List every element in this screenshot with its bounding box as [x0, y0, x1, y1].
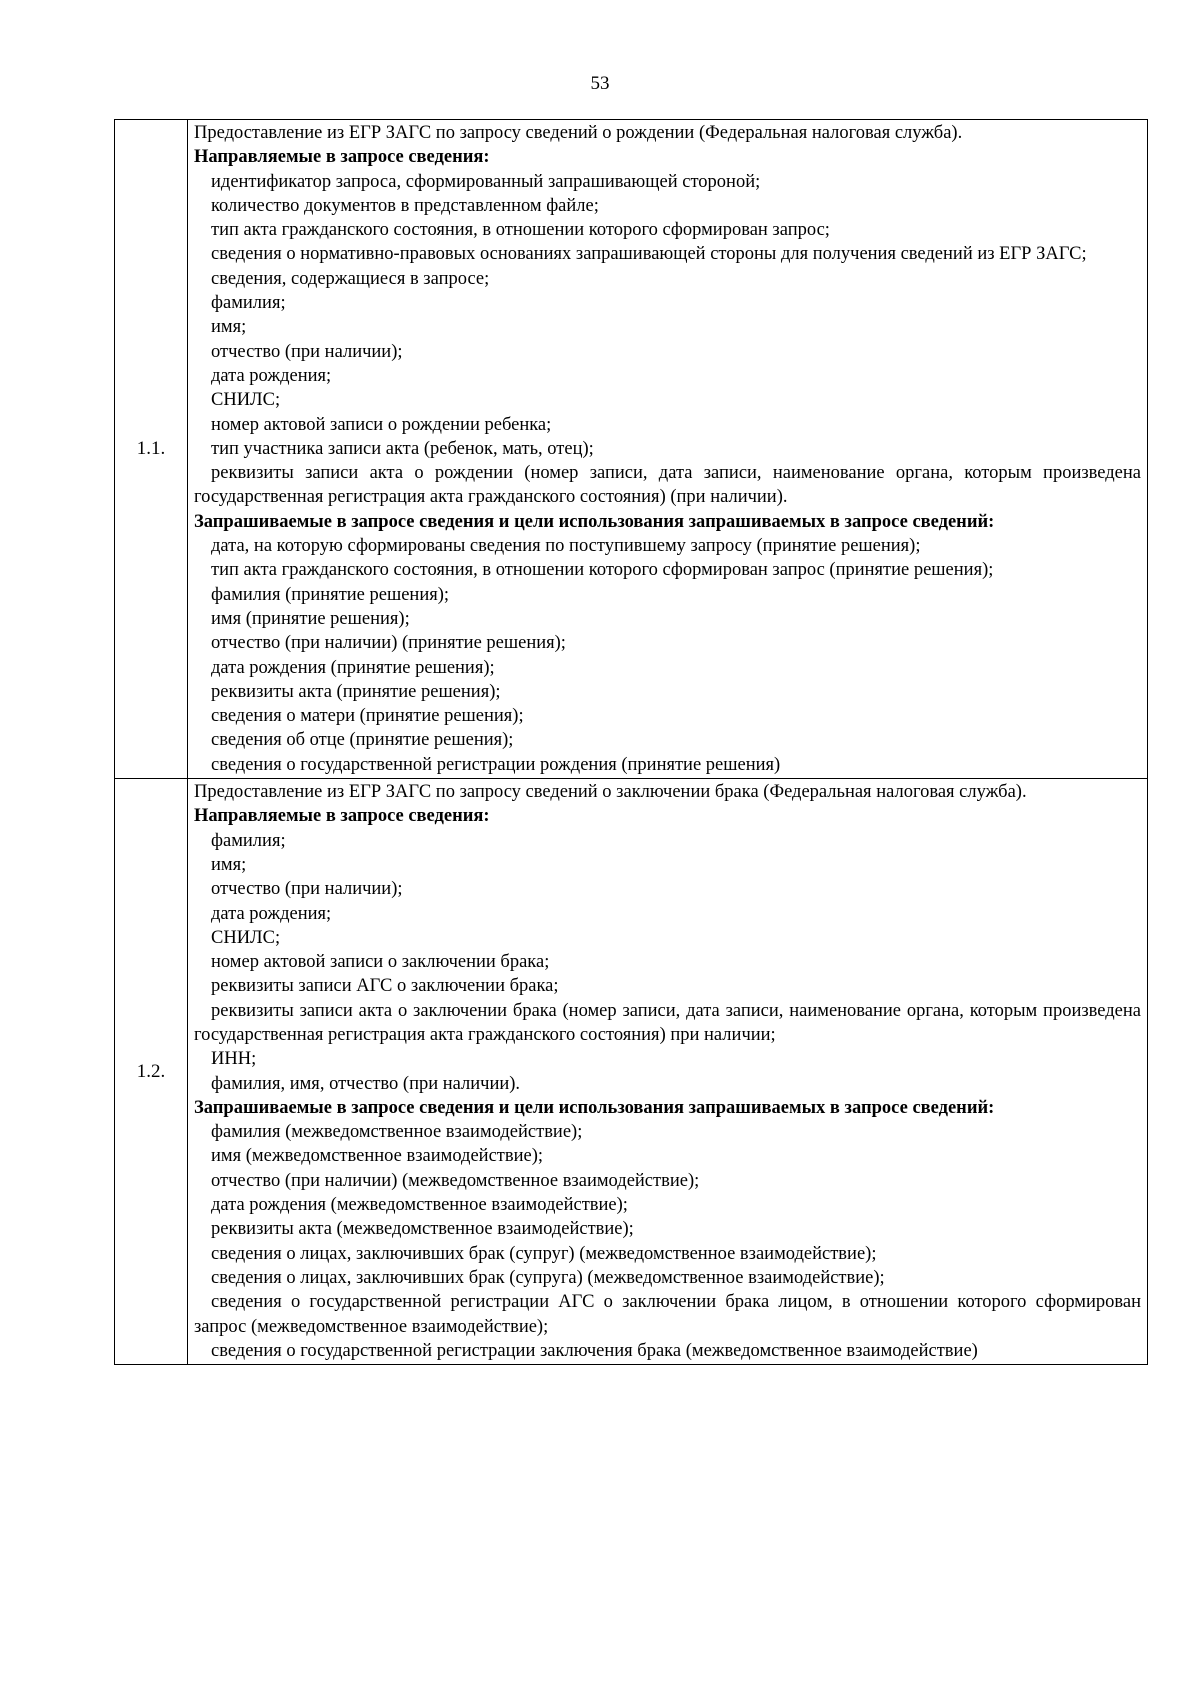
list-item: фамилия (межведомственное взаимодействие); — [211, 1122, 583, 1143]
list-item: имя; — [211, 854, 247, 875]
list-item: отчество (при наличии) (межведомственное взаимодействие); — [211, 1170, 700, 1191]
table-row — [115, 779, 1148, 1365]
service-title: Предоставление из ЕГР ЗАГС по запросу сведений о рождении (Федеральная налоговая служба). — [194, 123, 963, 143]
sent-data-heading: Направляемые в запросе сведения: — [194, 147, 490, 168]
list-item: имя (межведомственное взаимодействие); — [211, 1146, 544, 1167]
list-item: реквизиты акта (межведомственное взаимодействие); — [211, 1219, 634, 1240]
list-item: тип акта гражданского состояния, в отношении которого сформирован запрос (принятие решения); — [211, 560, 994, 581]
list-item: тип акта гражданского состояния, в отношении которого сформирован запрос; — [211, 220, 830, 241]
list-item: тип участника записи акта (ребенок, мать, отец); — [211, 438, 594, 459]
sent-data-heading: Направляемые в запросе сведения: — [194, 806, 490, 827]
list-item: реквизиты акта (принятие решения); — [211, 681, 501, 702]
list-item: сведения о лицах, заключивших брак (супруг) (межведомственное взаимодействие); — [211, 1243, 877, 1264]
row-number: 1.2. — [115, 779, 188, 1365]
list-item: фамилия (принятие решения); — [211, 584, 450, 605]
list-item: отчество (при наличии); — [211, 341, 403, 362]
list-item: фамилия, имя, отчество (при наличии). — [211, 1073, 521, 1094]
list-item: фамилия; — [211, 830, 286, 851]
list-item: имя; — [211, 317, 247, 338]
row-content — [188, 120, 1148, 779]
list-item: идентификатор запроса, сформированный запрашивающей стороной; — [211, 171, 761, 192]
list-item: дата, на которую сформированы сведения по поступившему запросу (принятие решения); — [211, 536, 921, 557]
list-item: номер актовой записи о рождении ребенка; — [211, 414, 552, 435]
list-item: СНИЛС; — [211, 390, 281, 411]
list-item: СНИЛС; — [211, 927, 281, 948]
list-item: ИНН; — [211, 1049, 257, 1070]
list-item: сведения, содержащиеся в запросе; — [211, 268, 490, 289]
list-item: имя (принятие решения); — [211, 608, 410, 629]
requested-data-heading: Запрашиваемые в запросе сведения и цели использования запрашиваемых в запросе сведений: — [194, 511, 995, 532]
table-row — [115, 120, 1148, 779]
list-item: сведения о лицах, заключивших брак (супруга) (межведомственное взаимодействие); — [211, 1267, 885, 1288]
list-item: сведения о государственной регистрации заключения брака (межведомственное взаимодействие) — [211, 1340, 978, 1361]
services-table — [114, 119, 1148, 1365]
list-item: номер актовой записи о заключении брака; — [211, 952, 550, 973]
list-item: сведения о государственной регистрации АГС о заключении брака лицом, в отношении которого сформирован запрос (межведомственное взаимодействие); — [194, 1292, 1141, 1337]
table-body — [115, 120, 1148, 1365]
list-item: реквизиты записи АГС о заключении брака; — [211, 976, 559, 997]
requested-data-heading: Запрашиваемые в запросе сведения и цели использования запрашиваемых в запросе сведений: — [194, 1097, 995, 1118]
list-item: сведения о государственной регистрации рождения (принятие решения) — [211, 754, 781, 775]
service-title: Предоставление из ЕГР ЗАГС по запросу сведений о заключении брака (Федеральная налоговая служба). — [194, 782, 1027, 803]
list-item: фамилия; — [211, 293, 286, 314]
list-item: дата рождения (межведомственное взаимодействие); — [211, 1195, 628, 1216]
list-item: отчество (при наличии); — [211, 879, 403, 900]
page-number: 53 — [590, 73, 610, 94]
row-content — [188, 779, 1148, 1365]
list-item: отчество (при наличии) (принятие решения); — [211, 633, 566, 654]
list-item: реквизиты записи акта о рождении (номер записи, дата записи, наименование органа, которым произведена государственная регистрация акта гражданского состояния) (при наличии). — [194, 463, 1141, 508]
list-item: реквизиты записи акта о заключении брака (номер записи, дата записи, наименование органа, которым произведена государственная регистрация акта гражданского состояния) при наличии; — [194, 1000, 1141, 1045]
row-number: 1.1. — [115, 120, 188, 779]
list-item: дата рождения; — [211, 365, 332, 386]
list-item: дата рождения (принятие решения); — [211, 657, 495, 678]
list-item: сведения о нормативно-правовых основаниях запрашивающей стороны для получения сведений из ЕГР ЗАГС; — [211, 244, 1087, 265]
list-item: количество документов в представленном файле; — [211, 195, 599, 216]
list-item: сведения об отце (принятие решения); — [211, 730, 514, 751]
list-item: сведения о матери (принятие решения); — [211, 706, 524, 727]
list-item: дата рождения; — [211, 903, 332, 924]
